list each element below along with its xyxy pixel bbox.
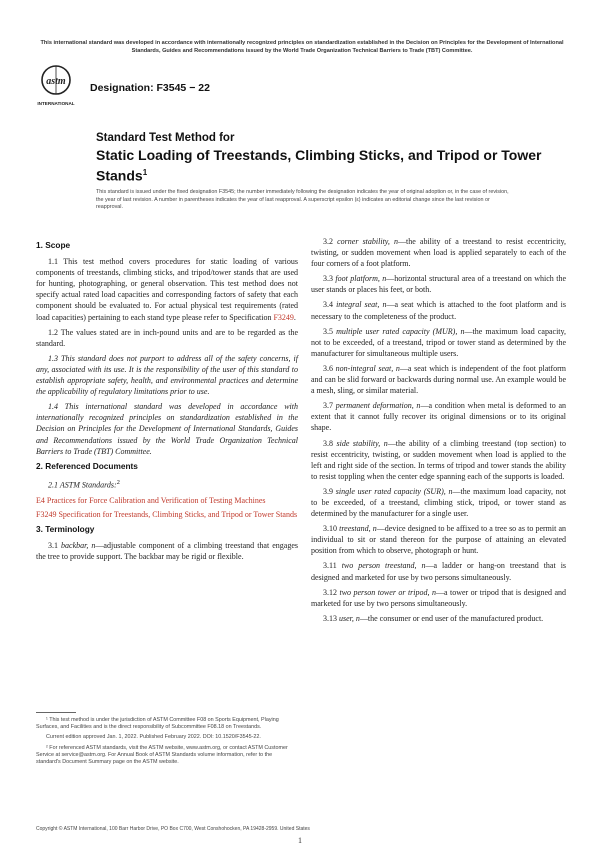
footnote-2: ² For referenced ASTM standards, visit the ASTM website, www.astm.org, or contact ASTM Customer Service at service@astm.org. For Annual Book of ASTM Standards volume information, refer to the standard's Document Summary page on the ASTM website. — [36, 744, 288, 766]
designation: Designation: F3545 − 22 — [90, 82, 210, 94]
footnote-1b: Current edition approved Jan. 1, 2022. Published February 2022. DOI: 10.1520/F3545-22. — [46, 734, 261, 741]
term-3-2: 3.2 corner stability, n—the ability of a treestand to resist eccentricity, twisting, or sudden movement when load is applied separately to each of the four corners of a foot platform. — [311, 237, 567, 269]
term-3-13: 3.13 user, n—the consumer or end user of the manufactured product. — [323, 613, 544, 623]
term-3-4: 3.4 integral seat, n—a seat which is attached to the foot platform and is necessary to the completeness of the product. — [311, 300, 567, 321]
footnote-1: ¹ This test method is under the jurisdiction of ASTM Committee F08 on Sports Equipment, Playing Surfaces, and Facilities and is the direct responsibility of Subcommittee F08.18 on Treestands. — [36, 717, 279, 731]
tbt-notice: This international standard was developed in accordance with internationally recognized principles on standardization established in the Decision on Principles for the Development of International Standards, Guides and Recommendations issued by the World Trade Organization Technical Barriers to Trade (TBT) Committee. — [40, 40, 564, 54]
para-1-3: 1.3 This standard does not purport to address all of the safety concerns, if any, associated with its use. It is the responsibility of the user of this standard to establish appropriate safety, health, and environmental practices and determine the applicability of regulatory limitations prior to use. — [36, 353, 298, 397]
section-scope-heading: 1. Scope — [36, 240, 71, 250]
copyright: Copyright © ASTM International, 100 Barr Harbor Drive, PO Box C700, West Conshohocken, PA 19428-2959. United States — [36, 826, 310, 832]
term-3-10: 3.10 treestand, n—device designed to be affixed to a tree so as to permit an individual to sit or stand thereon for the purpose of attaining an elevated position from which to observe, photograph or hunt. — [311, 524, 566, 556]
section-terms-heading: 3. Terminology — [36, 523, 95, 534]
para-1-4: 1.4 This international standard was developed in accordance with internationally recognized principles on standardization established in the Decision on Principles for the Development of International Standards, Guides and Recommendations issued by the World Trade Organization Technical Barriers to Trade (TBT) Committee. — [36, 402, 298, 456]
section-refs-heading: 2. Referenced Documents — [36, 460, 138, 471]
title-line2: Static Loading of Treestands, Climbing Sticks, and Tripod or Tower Stands — [96, 147, 542, 184]
logo-label: INTERNATIONAL — [37, 101, 75, 106]
term-3-12: 3.12 two person tower or tripod, n—a tower or tripod that is designed and marketed for use by two persons simultaneously. — [311, 587, 567, 608]
title-footnote-mark: 1 — [142, 168, 148, 177]
link-f3249[interactable]: F3249 — [273, 312, 294, 322]
title-line1: Standard Test Method for — [96, 132, 235, 144]
term-3-1: 3.1 backbar, n—adjustable component of a climbing treestand that engages the tree to provide support. The backbar may be rigid or flexible. — [36, 540, 298, 561]
ref-item-f3249[interactable]: F3249 Specification for Treestands, Climbing Sticks, and Tripod or Tower Stands — [36, 509, 298, 519]
term-3-8: 3.8 side stability, n—the ability of a climbing treestand (top section) to resist eccentricity, twisting, or sudden movement when load is applied to the left and right side of the section. In terms of tripod and tower stands the ability to resist toppling when the center edge spanning each of the supports is loaded. — [311, 438, 567, 481]
issued-note: This standard is issued under the fixed designation F3545; the number immediately following the designation indicates the year of original adoption or, in the case of revision, the year of last revision. A number in parentheses indicates the year of last reapproval. A superscript epsilon (ε) indicates an editorial change since the last revision or reapproval. — [96, 189, 509, 210]
left-column — [36, 236, 298, 566]
term-3-3: 3.3 foot platform, n—horizontal structural area of a treestand on which the user stands or places his feet, or both. — [311, 274, 566, 295]
document-title — [96, 131, 556, 185]
term-3-5: 3.5 multiple user rated capacity (MUR), n—the maximum load capacity, not to be exceeded, of a treestand, tripod or tower stand as determined by the manufacturer for simultaneous multiple users. — [311, 326, 566, 358]
ref-item-e4[interactable]: E4 Practices for Force Calibration and Verification of Testing Machines — [36, 495, 266, 505]
term-3-11: 3.11 two person treestand, n—a ladder or hang-on treestand that is designed and marketed for use by two persons simultaneously. — [311, 561, 567, 582]
para-1-1: 1.1 This test method covers procedures for static loading of various components of treestands, climbing sticks, and tripod/tower stands that are used for hunting, photographing, or general observation. This test method does not specify actual rated load capacities and corresponding factors of safety that each component should be evaluated to. For actual physical test requirements (rated load capacities) pertaining to each stand type please refer to Specification F3249. — [36, 257, 298, 322]
footnote-rule — [36, 712, 76, 713]
right-column — [311, 236, 566, 628]
astm-logo — [36, 62, 76, 108]
para-1-2: 1.2 The values stated are in inch-pound units and are to be regarded as the standard. — [36, 327, 298, 348]
term-3-6: 3.6 non-integral seat, n—a seat which is independent of the foot platform and can be slid forward or backwards during normal use. An example would be a mesh, sling, or similar material. — [311, 363, 567, 396]
term-3-9: 3.9 single user rated capacity (SUR), n—the maximum load capacity, not to be exceeded, of a treestand, climbing stick, tripod, or tower stand as determined by the manufacturer for a single user. — [311, 486, 566, 519]
page-number: 1 — [298, 836, 302, 845]
svg-text:astm: astm — [46, 76, 66, 87]
term-3-7: 3.7 permanent deformation, n—a condition when metal is deformed to an extent that it cannot fully recover its original dimensions or to its original shape. — [311, 401, 566, 433]
footnotes — [36, 712, 298, 769]
refs-subheading: 2.1 ASTM Standards:$^2$ — [48, 478, 120, 490]
